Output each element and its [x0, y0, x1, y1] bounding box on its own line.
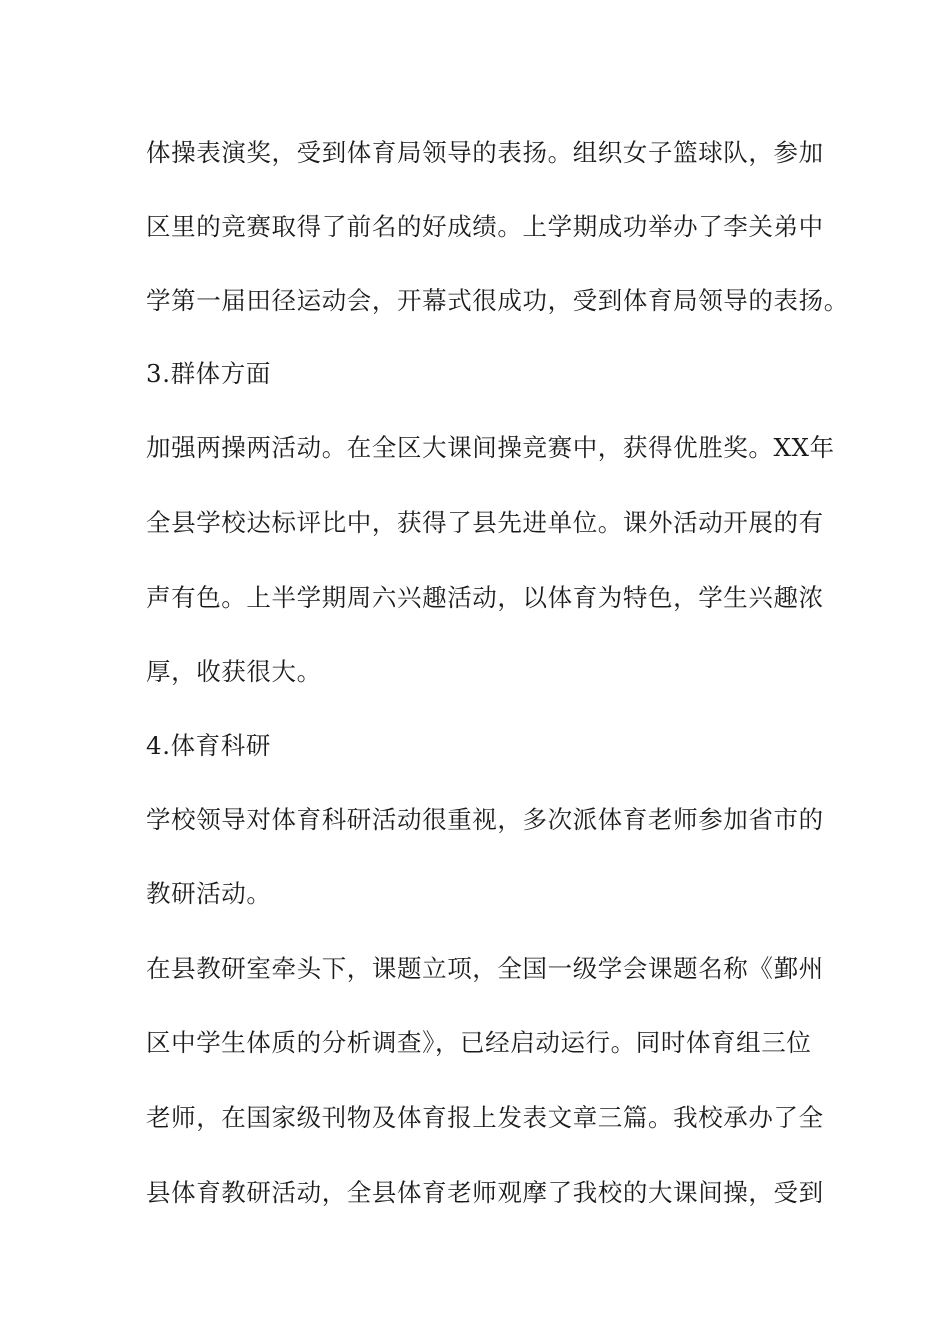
paragraph-line: 区中学生体质的分析调查》，已经启动运行。同时体育组三位 [146, 1028, 812, 1057]
paragraph-line: 教研活动。 [146, 879, 272, 908]
paragraph-line: 在县教研室牵头下，课题立项，全国一级学会课题名称《鄞州 [146, 954, 824, 983]
paragraph-line: 县体育教研活动，全县体育老师观摩了我校的大课间操，受到 [146, 1178, 824, 1207]
paragraph-line: 学校领导对体育科研活动很重视，多次派体育老师参加省市的 [146, 805, 824, 834]
section-heading: 3.群体方面 [146, 359, 271, 388]
section-heading: 4.体育科研 [146, 731, 271, 760]
paragraph-line: 学第一届田径运动会，开幕式很成功，受到体育局领导的表扬。 [146, 286, 849, 315]
paragraph-line: 声有色。上半学期周六兴趣活动，以体育为特色，学生兴趣浓 [146, 583, 824, 612]
paragraph-line: 全县学校达标评比中，获得了县先进单位。课外活动开展的有 [146, 508, 824, 537]
paragraph-line: 区里的竞赛取得了前名的好成绩。上学期成功举办了李关弟中 [146, 212, 824, 241]
paragraph-line: 体操表演奖，受到体育局领导的表扬。组织女子篮球队，参加 [146, 138, 824, 167]
paragraph-line: 厚，收获很大。 [146, 657, 322, 686]
paragraph-line: 加强两操两活动。在全区大课间操竞赛中，获得优胜奖。XX年 [146, 433, 835, 462]
paragraph-line: 老师，在国家级刊物及体育报上发表文章三篇。我校承办了全 [146, 1103, 824, 1132]
